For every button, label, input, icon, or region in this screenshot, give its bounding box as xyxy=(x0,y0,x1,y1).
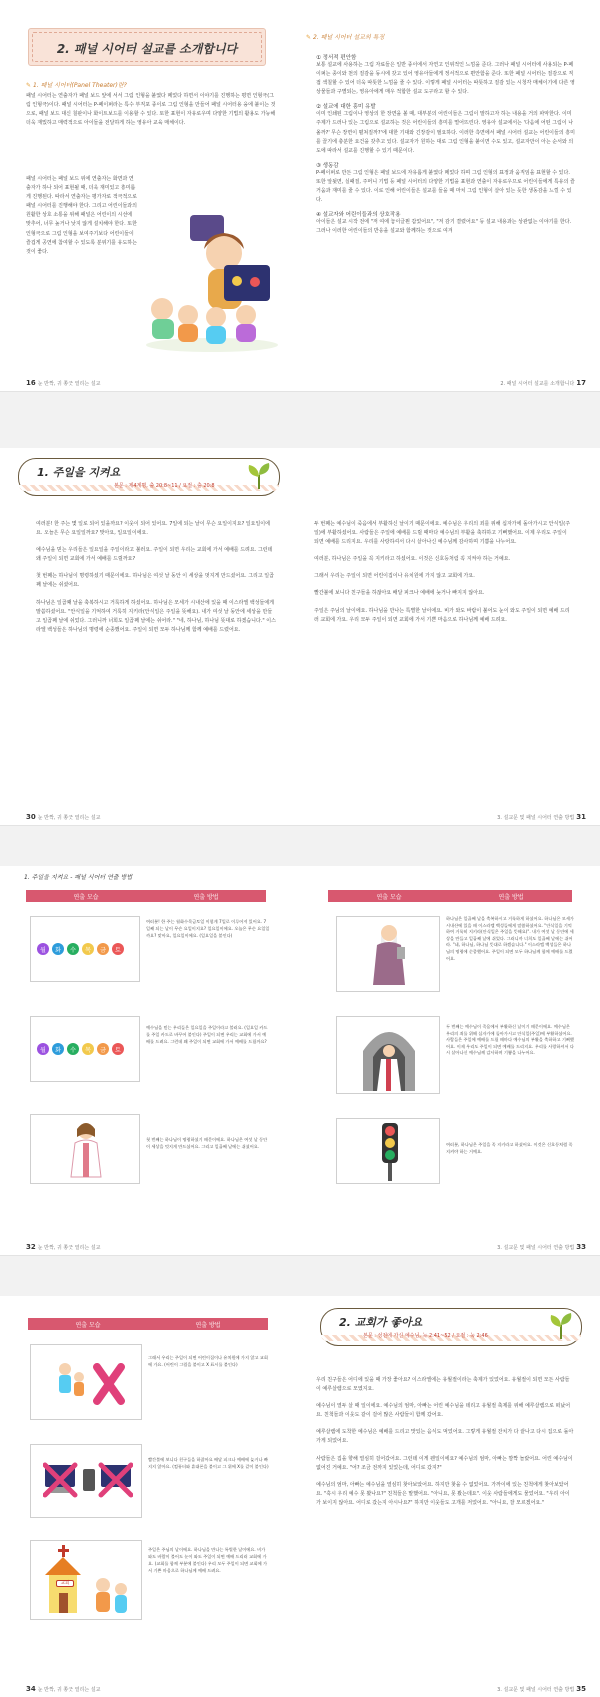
spread-pages-30-31 xyxy=(0,448,600,826)
direction-text: 두 번째는 예수님이 죽음에서 부활하신 날이기 때문이에요. 예수님은 우리의 죄를 위해 십자가에 돌아가시고 안식일(주일)에 부활하셨어요. 사람들은 주일에 예배를 드릴 때마다 예수님의 부활을 축하하고 기뻐했어요. 이제 우리도 주일이 되면 예배를 드리지요. 우리를 사랑하셔서 다시 살아나신 예수님께 감사하며 기쁨을 나누어요. xyxy=(446,1024,574,1056)
direction-text: 예수님을 믿는 우리들은 일요일을 주일이라고 불러요. (일요일 카드를 주일 카드로 바꾸어 붙인다) 주일이 되면 우리는 교회에 가서 예배를 드려요. 그런데 왜 주일이 되면 교회에 가서 예배를 드릴까요? xyxy=(146,1025,268,1044)
feature-text: 보통 설교에 사용하는 그림 자료들은 일반 종이에서 자연고 인위적인 느낌을 준다. 그러나 패널 시어터에 사용되는 P-페이퍼는 종이와 천의 질감을 동시에 갖고 있어 영유아들에게 정서적으로 편안함을 준다. 또한 패널 시어터는 질감으로 직접 색칠할 수 있어 더욱 따뜻한 느낌을 줄 수 있다. 이렇게 패널 시어터는 따뜻하고 질감 있는 시청각 매체이기에 다른 영상물들과 구별되는, 영유아에게 매우 적합한 설교 도구라고 할 수 있다. xyxy=(316,62,575,96)
risen-jesus-tomb-icon xyxy=(359,1021,419,1091)
day-card: 수 xyxy=(67,1043,79,1055)
day-card: 화 xyxy=(52,1043,64,1055)
page-folio: 3. 설교문 및 패널 시어터 연출 방법 31 xyxy=(497,813,586,821)
page-folio: 30 눈 반짝, 귀 쫑긋 열리는 설교 xyxy=(26,813,101,821)
title-banner xyxy=(28,28,266,66)
sermon-title-banner xyxy=(320,1308,582,1346)
header-scene: 연출 모습 xyxy=(376,893,402,901)
page-folio: 32 눈 반짝, 귀 쫑긋 열리는 설교 xyxy=(26,1243,101,1251)
teacher-with-children-illustration xyxy=(142,205,282,355)
feature-text: 아이들은 설교 시작 전에 "저 여에 놓이글뭔 갑었어요", "저 감기 결렸어요" 등 설교 내용과는 상관없는 이야기를 한다. 그러나 이러한 어린이들의 반응을 설교와 함께하는 것으로 여겨 xyxy=(316,219,572,235)
page-16 xyxy=(0,0,300,391)
intro-paragraph: 패널 시어터는 연출자가 패널 보드 앞에 서서 그림 인형을 붙였다 떼었다 하면서 이야기를 진행하는 평면 인형극(그림 인형극)이다. 패널 시어터는 P-페이퍼라는 특수 부직포 종이로 그림 인형을 만들어 패널 시어터용 융에 붙이는 것으로, 패널 보드 대신 칠판이나 화이트보드를 이용할 수 있다. 또한 표현이 자유로우며 다양한 기법의 활용도 가능해 더욱 재밌하고 매력적으로 아이들을 전달하게 하는 영유아 교육 매체이다. xyxy=(26,93,276,127)
feature-item xyxy=(316,53,576,97)
sermon-paragraph: 여러분, 하나님은 주일을 꼭 지키라고 하셨어요. 이것은 신호등처럼 꼭 지켜야 하는 거예요. xyxy=(314,556,511,563)
direction-text: 하나님은 일곱째 날을 축복하시고 거룩하게 하셨어요. 하나님은 모세가 시내산에 있을 때 이스라엘 백성들에게 말씀하셨어요. "안식일을 기억하여 거룩히 지키라(안식일은 주일을 뜻해요)". 내가 여섯 날 동안에 세상을 만들고 일곱째 날에 쉬었다. 그러니까 너희도 일곱째 날에는 쉬어라. "네, 하나님, 하나님 뜻대로 하겠습니다." 이스라엘 백성들은 하나님의 명령에 순종했어요. 주일이 되면 모두 하나님께 함께 예배를 드렸어요. xyxy=(446,916,574,961)
features-list xyxy=(316,50,576,236)
section-label: ✎ 2. 패널 시어터 설교의 특징 xyxy=(306,34,385,41)
direction-text: 빨간불에 보니다 친구들을 하잖아요 배달 피크나 예배에 늦거나 빠지지 않아요. (컴퓨터와 휴대폰을 붙이고 그 위에 X를 같이 붙인다) xyxy=(148,1457,269,1469)
spread-pages-34-35 xyxy=(0,1296,600,1697)
church-with-children-icon xyxy=(41,1545,133,1617)
scene-frame-days-sunday xyxy=(30,1016,140,1082)
feature-item xyxy=(316,102,576,155)
sermon-text-left xyxy=(36,520,276,635)
page-32 xyxy=(0,866,300,1255)
section-label: ✎ 1. 패널 시어터(Panel Theater)란? xyxy=(26,82,127,89)
sermon-paragraph: 그래서 우리는 주일이 되면 어린이집이나 유치원에 가지 않고 교회에 가요. xyxy=(314,573,475,580)
page-folio: 3. 설교문 및 패널 시어터 연출 방법 33 xyxy=(497,1243,586,1251)
day-card: 토 xyxy=(112,1043,124,1055)
direction-text: 그래서 우리는 주일이 되면 어린이집이나 유치원에 가지 않고 교회에 가요. (어린이 그림을 붙이고 X 표시를 붙인다) xyxy=(148,1355,268,1367)
page-title: 2. 패널 시어터 설교를 소개합니다 xyxy=(56,42,238,56)
scene-frame-traffic-light xyxy=(336,1118,440,1184)
feature-heading: ③ 생동감 xyxy=(316,162,339,169)
day-card: 목 xyxy=(82,943,94,955)
day-card: 수 xyxy=(67,943,79,955)
sermon-paragraph: 예수님을 믿는 우리들은 일요일을 주일이라고 불러요. 주일이 되면 우리는 교회에 가서 예배를 드려요. 그런데 왜 주일이 되면 교회에 가서 예배를 드릴까요? xyxy=(36,547,273,563)
scene-frame-no-school xyxy=(30,1344,142,1420)
scene-frame-jesus xyxy=(30,1114,140,1184)
page-17 xyxy=(300,0,600,391)
jesus-figure-icon xyxy=(69,1121,103,1179)
sermon-paragraph: 우리 친구들은 어디에 있을 때 가장 좋아요? 이스라엘에는 유월절이라는 축제가 있었어요. 유월절이 되면 모든 사람들이 예루살렘으로 모였지요. xyxy=(316,1377,570,1393)
table-header xyxy=(26,890,266,902)
body-paragraph: 패널 시어터는 패널 보드 위에 연출자는 화면과 연출자가 하나 되어 표현될 때, 더욱 재미있고 흥미롭게 진행된다. 따라서 연출자는 평가자로 적극적으로 패널 시어터를 진행해야 한다. 그리고 어린이들과의 원활한 상호 소통을 위해 패널은 어린이의 시선에 맞추어, 너무 높거나 낮지 않게 설치해야 한다. 또한 인형극으로 그림 인형을 보여주기보다 어린이들이 즐겁게 공연에 참여할 수 있도록 분위기를 유도하는 것이 좋다. xyxy=(26,176,137,255)
day-card: 금 xyxy=(97,1043,109,1055)
devices-crossed-icon xyxy=(43,1461,133,1505)
feature-item xyxy=(316,210,576,236)
sermon-scripture: 본문 : 성전에 가신 예수님, 눅 2:41~52 / 요절 : 눅 2:46 xyxy=(363,1333,488,1339)
day-card: 목 xyxy=(82,1043,94,1055)
section-label: 1. 주일을 지켜요 - 패널 시어터 연출 방법 xyxy=(24,874,133,881)
traffic-light-icon xyxy=(381,1123,399,1181)
page-folio: 3. 설교문 및 패널 시어터 연출 방법 35 xyxy=(497,1685,586,1693)
sermon-title: 1. 주일을 지켜요 xyxy=(37,466,121,479)
table-header xyxy=(28,1318,268,1330)
day-card: 금 xyxy=(97,943,109,955)
feature-text: 이미 인쇄된 그림이나 영상의 한 장면을 볼 때, 대부분의 어린이들은 그림이 말하고자 하는 내용을 거의 파악한다. 이미 주제가 드러나 있는 그림으로 설교하는 것은 어린이들의 흥미를 떨어뜨린다. 영유아 설교에서는 '다음에 어떤 그림이 나올까?' 무슨 장면이 펼쳐질까?'에 대한 기대와 긴장감이 필요하다. 이러한 측면에서 패널 시어터 설교는 어린이들의 흥미를 끌기에 충분한 요건을 갖추고 있다. 설교자가 원하는 대로 그림 인형을 붙이면 수도 있고, 설교자만이 아는 순서와 의도에 따라서 설교를 진행할 수 있기 때문이다. xyxy=(316,111,575,154)
sermon-paragraph: 예수님의 엄마, 아빠는 예수님을 열심히 찾아보았어요. 하지만 찾을 수 없었어요. 가까이에 있는 친척에게 찾아보았어요. "혹시 우리 예수 못 봤나요?" 친척들은 말했어요. "아니요, 못 봤는데요". 이웃 사람들에게도 물었어요. "우리 아이가 보이지 않아요. 어디로 갔는지 아시나요?" 하지만 이웃들도 고개를 저었어요. "아니요, 잘 모르겠어요." xyxy=(316,1481,570,1506)
scene-frame-tomb xyxy=(336,1016,440,1094)
page-30 xyxy=(0,448,300,825)
child-with-x-icon xyxy=(49,1357,129,1411)
sermon-scripture: 본문 : 제4계명, 출 20:8~11 / 요절 : 출 20:8 xyxy=(114,483,215,489)
church-sign: 교회 xyxy=(56,1580,74,1587)
page-folio: 34 눈 반짝, 귀 쫑긋 열리는 설교 xyxy=(26,1685,101,1693)
sermon-paragraph: 주일은 주님의 날이에요. 하나님을 만나는 특별한 날이에요. 비가 와도 바람이 불어도 눈이 와도 주일이 되면 예배 드리러 교회에 가요. 우리 모두 주일이 되면 교회에 가서 기쁜 마음으로 하나님께 예배 드려요. xyxy=(314,607,570,623)
sermon-paragraph: 예루살렘에 도착한 예수님은 예배를 드리고 맛있는 음식도 먹었어요. 그렇게 유월절 잔치가 다 끝나고 다시 집으로 돌아가게 되었어요. xyxy=(316,1429,574,1445)
page-35 xyxy=(300,1296,600,1697)
day-cards xyxy=(37,943,124,955)
day-card: 화 xyxy=(52,943,64,955)
moses-figure-icon xyxy=(371,923,407,987)
header-method: 연출 방법 xyxy=(195,1321,221,1329)
sermon-paragraph: 예수님이 열두 살 때 일이에요. 예수님의 엄마, 아빠는 어린 예수님을 데리고 유월절 축제를 위해 예루살렘으로 떠났어요. 친척들과 이웃도 같이 걸어 많은 사람들이 함께 갔어요. xyxy=(316,1403,571,1419)
sermon-paragraph: 여러분! 한 주는 몇 일로 되어 있을까요? 이웃이 되어 있어요. 7일에 되는 날이 무슨 요일이지요? 일요일이에요. 오늘은 무슨 요일일까요? 맞아요, 일요일이에요. xyxy=(36,521,270,537)
direction-text: 첫 번째는 하나님이 명령하셨기 때문이에요. 하나님은 여섯 날 동안 이 세상을 멋지게 만드셨어요. 그리고 일곱째 날에는 쉬셨어요. xyxy=(146,1137,268,1149)
scene-frame-church xyxy=(30,1540,142,1620)
table-header xyxy=(328,890,572,902)
sermon-paragraph: 빨간불에 보니다 친구들을 하잖아요 배달 피크나 예배에 늦거나 빠지지 않아요. xyxy=(314,590,485,597)
day-card: 월 xyxy=(37,1043,49,1055)
feature-heading: ④ 설교자와 어린이들과의 상호작용 xyxy=(316,212,401,219)
header-method: 연출 방법 xyxy=(193,893,219,901)
direction-text: 여러분! 한 주는 월화수목금토일 이렇게 7일로 이루어져 있어요. 7일째 되는 날이 무슨 요일이지요? 일요일이에요. 오늘은 무슨 요일일까요? 맞아요, 일요일이에요. (일요일을 붙인다) xyxy=(146,919,270,938)
direction-text: 여러분, 하나님은 주일을 꼭 지키라고 하셨어요. 이것은 신호등처럼 꼭 지켜야 하는 거예요. xyxy=(446,1142,573,1154)
sermon-text xyxy=(316,1376,574,1508)
page-31 xyxy=(300,448,600,825)
feature-text: P-페이퍼로 만든 그림 인형은 패널 보드에 자유롭게 붙였다 떼었다 하며 그림 인형의 표정과 움직임을 표현할 수 있다. 또한 앞뒷면, 실패질, 주머니 기법 등 패널 시어터의 다양한 기법을 표현과 연출이 자유로우므로 어린이들에게 특유의 즐거움과 재미를 줄 수 있다. 이로 인해 어린이들은 설교를 들을 때 마치 그림 인형이 살아 있는 듯한 생동감을 느낄 수 있다. xyxy=(316,169,575,204)
sermon-text-right xyxy=(314,520,572,625)
sermon-title: 2. 교회가 좋아요 xyxy=(339,1316,423,1329)
day-cards xyxy=(37,1043,124,1055)
sermon-paragraph: 첫 번째는 하나님이 명령하셨기 때문이에요. 하나님은 여섯 날 동안 이 세상을 멋지게 만드셨어요. 그리고 일곱째 날에는 쉬셨어요. xyxy=(36,573,274,589)
feature-heading: ② 설교에 대한 흥미 유발 xyxy=(316,104,376,111)
feature-heading: ① 정서적 편안함 xyxy=(316,55,357,61)
page-folio: 2. 패널 시어터 설교를 소개합니다 17 xyxy=(500,379,586,387)
sermon-paragraph: 두 번째는 예수님이 죽음에서 부활하신 날이기 때문이에요. 예수님은 우리의 죄를 위해 십자가에 돌아가시고 안식일(주일)에 부활하셨어요. 사람들은 주일에 예배를 드릴 때마다 예수님의 부활을 축하하고 기뻐했어요. 이제 우리도 주일이 되면 예배를 드리지요. 우리를 사랑하셔서 다시 살아나신 예수님께 감사하며 기쁨을 나누어요. xyxy=(314,521,571,546)
scene-frame-days xyxy=(30,916,140,982)
day-card: 토 xyxy=(112,943,124,955)
header-scene: 연출 모습 xyxy=(73,893,99,901)
scene-frame-moses xyxy=(336,916,440,992)
spread-pages-16-17 xyxy=(0,0,600,392)
scene-frame-devices xyxy=(30,1444,142,1518)
spread-pages-32-33 xyxy=(0,866,600,1256)
direction-text: 주일은 주님의 날이에요. 하나님을 만나는 특별한 날이에요. 비가 와도 바람이 불어도 눈이 와도 주일이 되면 예배 드리러 교회에 가요. (교회를 함께 부분에 붙인다) 우리 모두 주일이 되면 교회에 가서 기쁜 마음으로 하나님께 예배 드려요. xyxy=(148,1547,268,1573)
page-34 xyxy=(0,1296,300,1697)
page-folio: 16 눈 반짝, 귀 쫑긋 열리는 설교 xyxy=(26,379,101,387)
feature-item xyxy=(316,161,576,205)
page-33 xyxy=(300,866,600,1255)
sermon-paragraph: 사람들은 집을 향해 열심히 걸어갔어요. 그런데 이게 웬일이에요? 예수님의 엄마, 아빠는 깜짝 놀랐어요. 어린 예수님이 없어진 거예요. "어? 조금 전까지 있었는데, 어디로 갔지?" xyxy=(316,1455,573,1471)
sermon-paragraph: 하나님은 일곱째 날을 축복하시고 거룩하게 하셨어요. 하나님은 모세가 시내산에 있을 때 이스라엘 백성들에게 말씀하셨어요. "안식일을 기억하여 거룩히 지키라(안식일은 주일을 뜻해요). 내가 여섯 날 동안에 세상을 만들고 일곱째 날에 쉬었다. 그러니까 너희도 일곱째 날에는 쉬어라." "네, 하나님, 하나님 뜻대로 하겠습니다." 이스라엘 백성들은 하나님의 명령에 순종했어요. 주일이 되면 모두 하나님께 함께 예배를 드렸어요. xyxy=(36,599,276,633)
header-scene: 연출 모습 xyxy=(75,1321,101,1329)
day-card: 월 xyxy=(37,943,49,955)
header-method: 연출 방법 xyxy=(498,893,524,901)
sprout-icon xyxy=(547,1313,575,1339)
